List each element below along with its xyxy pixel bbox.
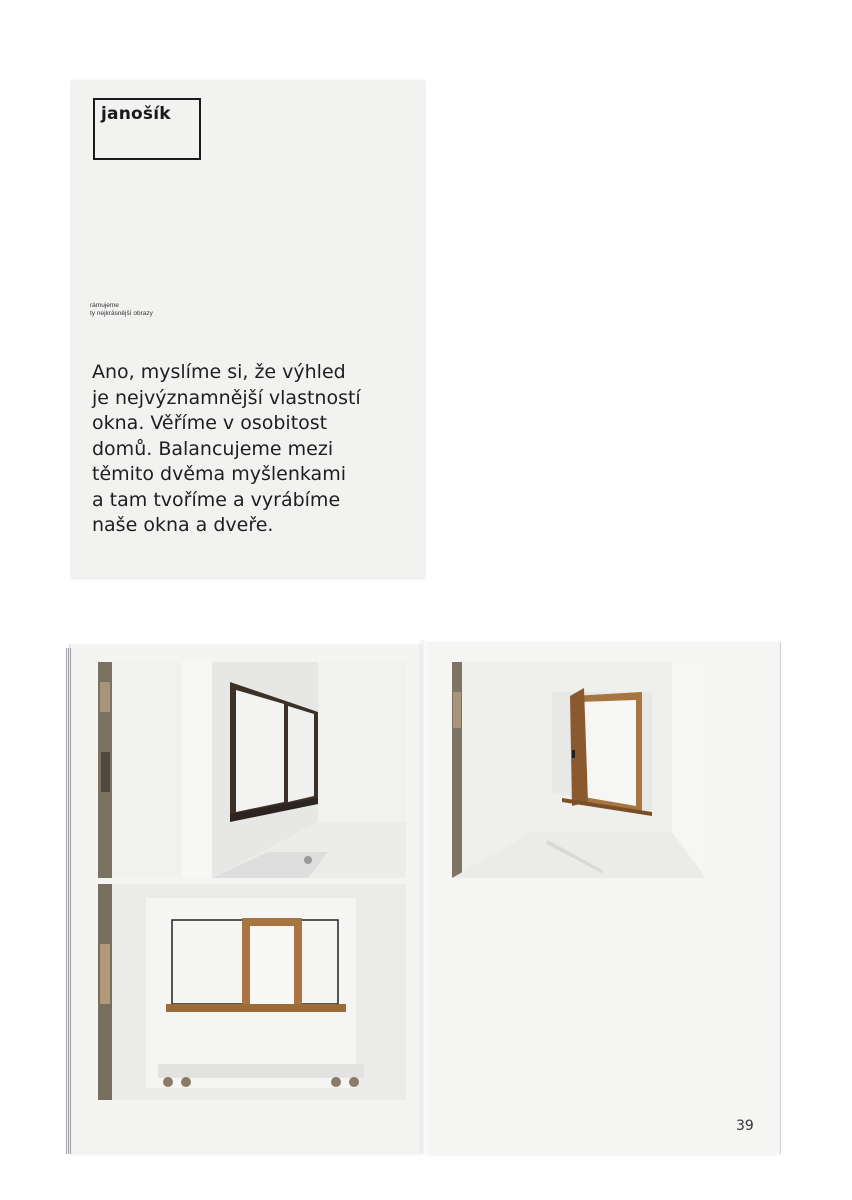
wood-window-open-sash-photo xyxy=(452,662,706,878)
brand-statement xyxy=(92,360,412,539)
wood-window-open-sash-illustration xyxy=(452,662,706,878)
tagline xyxy=(90,302,153,318)
tagline-line-2: ty nejkrásnější obrazy xyxy=(90,310,153,317)
statement-line: okna. Věříme v osobitost xyxy=(92,412,328,434)
spine-fold xyxy=(418,640,430,1154)
statement-line: domů. Balancujeme mezi xyxy=(92,437,334,460)
statement-line: Ano, myslíme si, že výhled xyxy=(92,361,346,383)
page-edges xyxy=(66,648,72,1154)
open-booklet-spread xyxy=(66,640,784,1154)
statement-line: těmito dvěma myšlenkami xyxy=(92,463,346,485)
booklet-cover xyxy=(71,80,425,578)
dark-window-photo xyxy=(98,662,406,878)
brand-logo-text: janošík xyxy=(101,104,171,124)
brand-logo xyxy=(93,98,201,160)
wood-window-frontal-photo xyxy=(98,884,406,1100)
statement-line: a tam tvoříme a vyrábíme xyxy=(92,488,341,511)
wood-window-frontal-illustration xyxy=(98,884,406,1100)
statement-line: je nejvýznamnější vlastností xyxy=(92,386,361,409)
tagline-line-1: rámujeme xyxy=(90,302,119,309)
dark-window-illustration xyxy=(98,662,406,878)
statement-line: naše okna a dveře. xyxy=(92,514,274,536)
page-number: 39 xyxy=(736,1118,754,1134)
